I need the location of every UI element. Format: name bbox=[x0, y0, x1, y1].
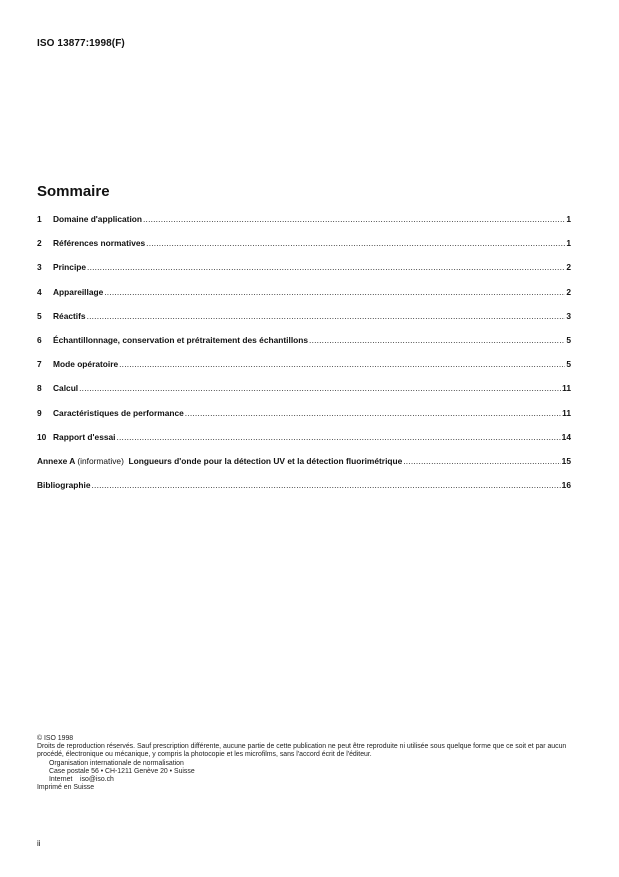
internet-label: Internet bbox=[49, 776, 73, 784]
toc-entry-page: 1 bbox=[566, 238, 571, 249]
copyright-line: © ISO 1998 bbox=[37, 735, 74, 742]
toc-entry-label: Calcul bbox=[53, 383, 79, 394]
toc-entry[interactable] bbox=[37, 431, 571, 455]
toc-entry-number: 8 bbox=[37, 383, 42, 394]
toc-entry-number: 2 bbox=[37, 238, 42, 249]
toc-leader-dots bbox=[185, 407, 561, 419]
toc-entry-page: 2 bbox=[566, 262, 571, 273]
toc-entry[interactable] bbox=[37, 286, 571, 310]
toc-entry-label: Réactifs bbox=[53, 310, 86, 321]
email-address[interactable]: iso@iso.ch bbox=[80, 776, 114, 784]
toc-entry-label: Domaine d'application bbox=[53, 214, 143, 224]
toc-entry[interactable] bbox=[37, 407, 571, 431]
toc-entry-label: Longueurs d'onde pour la détection UV et la détection fluorimétrique bbox=[128, 455, 403, 466]
toc-entry-page: 3 bbox=[566, 310, 571, 321]
toc-entry-page: 1 bbox=[566, 214, 571, 224]
toc-entry-page: 2 bbox=[566, 286, 571, 297]
toc-entry-label: Échantillonnage, conservation et prétraitement des échantillons bbox=[53, 334, 309, 345]
toc-entry-label: Références normatives bbox=[53, 238, 146, 249]
toc-entry-label: Rapport d'essai bbox=[53, 431, 116, 442]
internet-line bbox=[37, 776, 577, 784]
postal-address: Case postale 56 • CH-1211 Genève 20 • Suisse bbox=[49, 767, 195, 775]
toc-annex-prefix: Annexe A bbox=[37, 455, 76, 466]
toc-entry-page: 5 bbox=[566, 334, 571, 345]
toc-leader-dots bbox=[87, 310, 566, 322]
toc-entry-label: Bibliographie bbox=[37, 480, 91, 491]
organization-name: Organisation internationale de normalisation bbox=[49, 759, 184, 767]
toc-entry[interactable] bbox=[37, 213, 571, 237]
toc-entry-bibliography[interactable] bbox=[37, 479, 571, 503]
toc-entry[interactable] bbox=[37, 358, 571, 382]
toc-entry[interactable] bbox=[37, 310, 571, 334]
toc-entry-number: 10 bbox=[37, 431, 47, 442]
toc-entry-page: 15 bbox=[561, 455, 571, 466]
toc-annex-qualifier: (informative) bbox=[77, 455, 124, 466]
toc-entry-number: 1 bbox=[37, 214, 42, 224]
toc-entry-page: 11 bbox=[562, 383, 571, 394]
toc-entry-page: 14 bbox=[561, 431, 571, 442]
toc-entry-label: Mode opératoire bbox=[53, 359, 119, 370]
printed-in: Imprimé en Suisse bbox=[37, 784, 95, 792]
toc-leader-dots bbox=[87, 261, 565, 273]
toc-leader-dots bbox=[92, 479, 561, 491]
page-number: ii bbox=[37, 839, 41, 848]
toc-entry[interactable] bbox=[37, 334, 571, 358]
table-of-contents bbox=[37, 213, 571, 503]
toc-entry-number: 4 bbox=[37, 286, 42, 297]
toc-entry-label: Principe bbox=[53, 262, 87, 273]
toc-entry[interactable] bbox=[37, 261, 571, 285]
toc-entry-number: 7 bbox=[37, 359, 42, 370]
toc-entry-number: 9 bbox=[37, 407, 42, 418]
toc-leader-dots bbox=[146, 237, 565, 249]
toc-entry-number: 5 bbox=[37, 310, 42, 321]
toc-entry-number: 6 bbox=[37, 334, 42, 345]
toc-entry-label: Appareillage bbox=[53, 286, 104, 297]
toc-leader-dots bbox=[119, 358, 565, 370]
toc-entry[interactable] bbox=[37, 382, 571, 406]
rights-statement: Droits de reproduction réservés. Sauf prescription différente, aucune partie de cette publication ne peut être reproduite ni utilisée sous quelque forme que ce soit et par aucun procédé, électronique ou mécanique, y compris la photocopie et les microfilms, sans l'accord écrit de l'éditeur. bbox=[37, 743, 567, 759]
toc-entry[interactable] bbox=[37, 237, 571, 261]
toc-leader-dots bbox=[309, 334, 565, 346]
toc-leader-dots bbox=[403, 455, 560, 467]
toc-leader-dots bbox=[117, 431, 561, 443]
toc-entry-page: 11 bbox=[562, 407, 571, 418]
toc-entry-annex[interactable] bbox=[37, 455, 571, 479]
toc-entry-page: 16 bbox=[561, 480, 571, 491]
copyright-notice bbox=[37, 735, 577, 792]
toc-leader-dots bbox=[143, 213, 565, 225]
toc-entry-label: Caractéristiques de performance bbox=[53, 407, 184, 418]
toc-entry-page: 5 bbox=[566, 359, 571, 370]
toc-annex-heading bbox=[37, 455, 402, 467]
toc-entry-number: 3 bbox=[37, 262, 42, 273]
standard-identifier: ISO 13877:1998(F) bbox=[37, 38, 125, 49]
toc-leader-dots bbox=[79, 382, 561, 394]
toc-title: Sommaire bbox=[37, 183, 110, 200]
toc-leader-dots bbox=[104, 286, 565, 298]
